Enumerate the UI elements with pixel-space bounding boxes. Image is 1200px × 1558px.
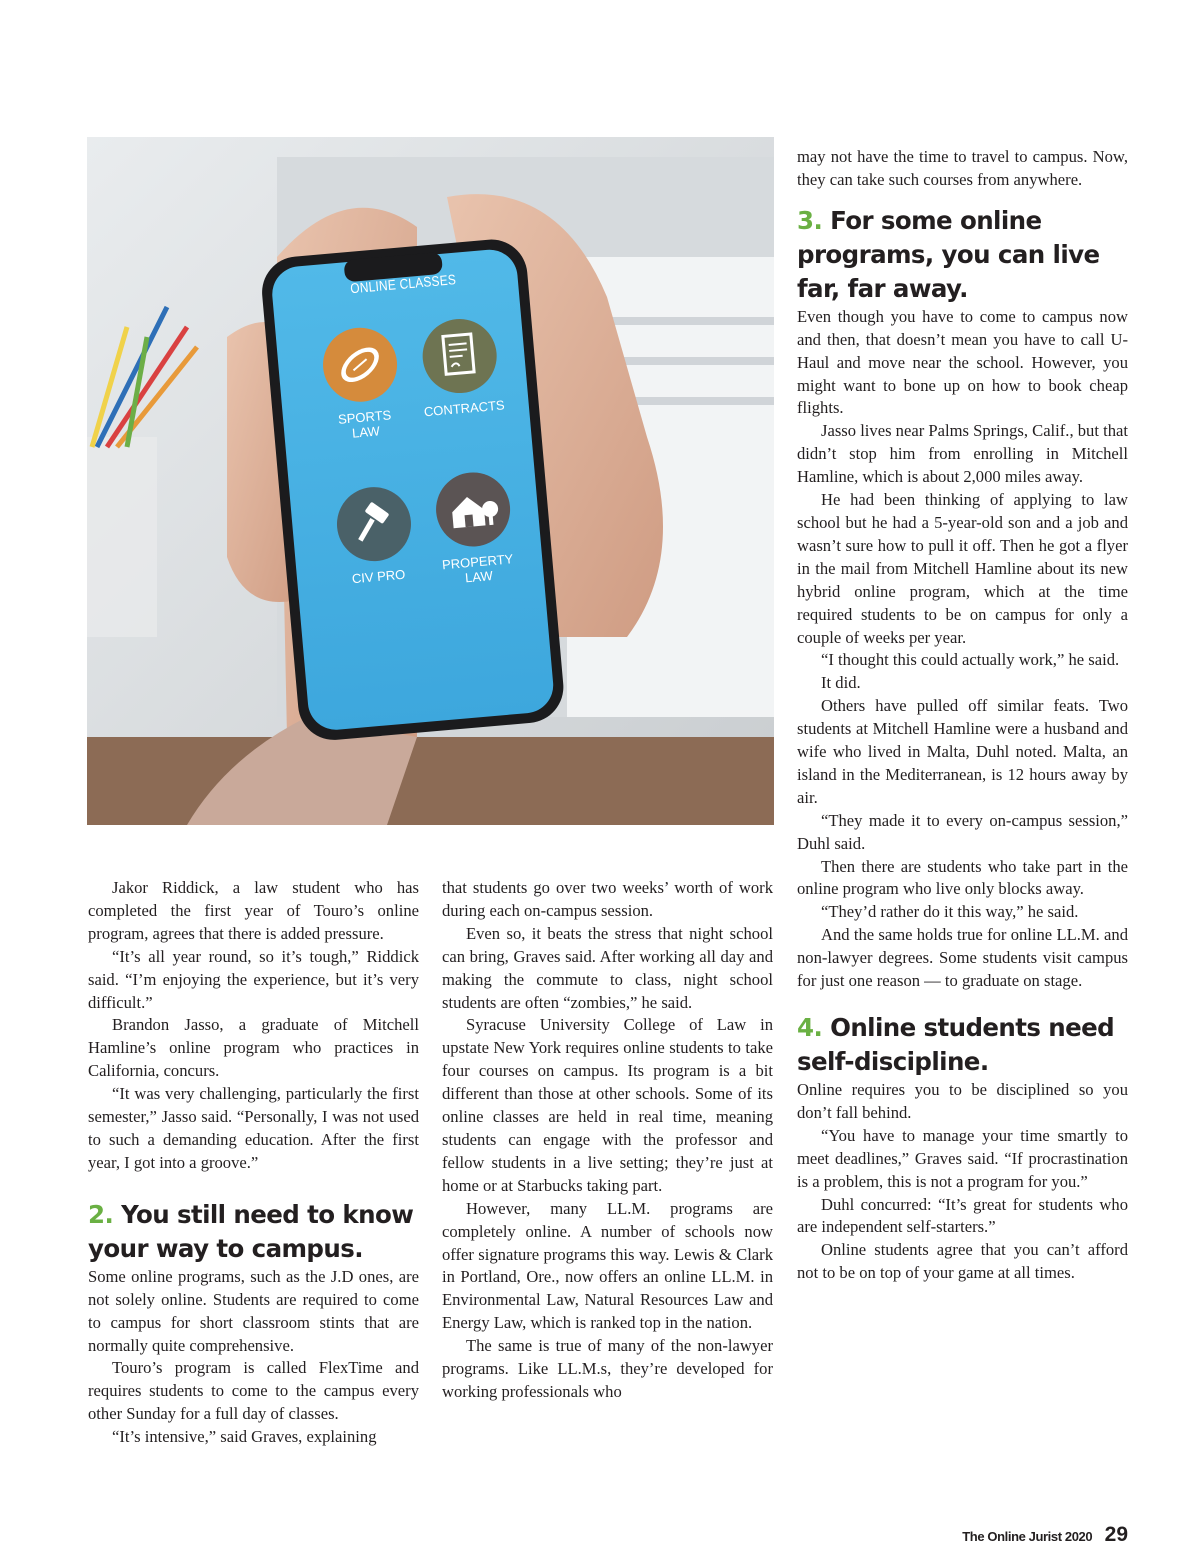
paragraph: “They’d rather do it this way,” he said. <box>821 902 1079 922</box>
section-title: Online students need self-discipline. <box>797 1013 1115 1076</box>
paragraph: that students go over two weeks’ worth of work during each on-campus session. <box>442 878 773 920</box>
section-number: 4. <box>797 1013 823 1042</box>
paragraph: Online students agree that you can’t afford not to be on top of your game at all times. <box>797 1240 1128 1283</box>
app-label: PROPERTY <box>441 551 514 573</box>
app-label: LAW <box>351 423 381 441</box>
section-heading-3 <box>797 204 1128 306</box>
page-number: 29 <box>1104 1523 1128 1546</box>
paragraph: Some online programs, such as the J.D ones, are not solely online. Students are required to come to campus for short classroom stints that are normally quite comprehensive. <box>88 1266 419 1355</box>
paragraph: Even though you have to come to campus now and then, that doesn’t mean you have to call U-Haul and move near the school. However, you might want to bone up on how to book cheap flights. <box>797 306 1128 418</box>
paragraph: And the same holds true for online LL.M. and non-lawyer degrees. Some students visit campus for just one reason — to graduate on stage. <box>797 925 1128 991</box>
section-title: For some online programs, you can live far, far away. <box>797 205 1100 303</box>
app-property-law <box>425 469 524 588</box>
football-icon <box>320 325 400 405</box>
paragraph: “I thought this could actually work,” he said. <box>821 650 1120 670</box>
app-contracts <box>412 315 510 419</box>
phone-screen <box>291 246 547 684</box>
paragraph: Others have pulled off similar feats. Two students at Mitchell Hamline were a husband and wife who lived in Malta, Duhl noted. Malta, an island in the Mediterranean, is 12 hours away by air. <box>797 696 1128 807</box>
app-civ-pro <box>331 484 419 588</box>
document-signature-icon <box>420 316 500 396</box>
app-label: CONTRACTS <box>423 397 506 420</box>
paragraph: Brandon Jasso, a graduate of Mitchell Hamline’s online program who practices in California, concurs. <box>88 1015 419 1081</box>
paragraph: Then there are students who take part in the online program who live only blocks away. <box>797 856 1128 899</box>
paragraph: “You have to manage your time smartly to meet deadlines,” Graves said. “If procrastination is a problem, this is not a program for you.” <box>797 1125 1128 1191</box>
paragraph: However, many LL.M. programs are completely online. A number of schools now offer signature programs this way. Lewis & Clark in Portland, Ore., now offers an online LL.M. in Environmental Law, Natural Resources Law and Energy Law, which is ranked top in the nation. <box>442 1198 773 1333</box>
article-photo <box>87 137 774 825</box>
phone-screen-title: ONLINE CLASSES <box>349 271 457 297</box>
paragraph: “They made it to every on-campus session,” Duhl said. <box>797 810 1128 853</box>
house-tree-icon <box>433 469 513 549</box>
publication-name: The Online Jurist 2020 <box>962 1529 1093 1544</box>
section-heading-2 <box>88 1198 419 1266</box>
paragraph: Jakor Riddick, a law student who has completed the first year of Touro’s online program, agrees that there is added pressure. <box>88 878 419 943</box>
article-column-1 <box>88 877 419 1449</box>
app-label: CIV PRO <box>351 566 406 587</box>
paragraph: Touro’s program is called FlexTime and requires students to come to the campus every other Sunday for a full day of classes. <box>88 1358 419 1424</box>
app-label: LAW <box>464 568 494 586</box>
page-footer <box>900 1523 1128 1547</box>
paragraph: Even so, it beats the stress that night school can bring, Graves said. After working all day and making the commute to class, night school students are often “zombies,” he said. <box>442 923 773 1012</box>
section-number: 3. <box>797 205 823 235</box>
app-label: SPORTS <box>337 407 392 427</box>
app-sports-law <box>317 324 406 443</box>
paragraph: Syracuse University College of Law in upstate New York requires online students to take four courses on campus. Its program is a bit different than those at other schools. Some of its online classes are held in real time, meaning students can engage with the professor and fellow students in a live setting; they’re just at home or at Starbucks taking part. <box>442 1015 773 1195</box>
section-title: You still need to know your way to campus. <box>88 1199 414 1263</box>
paragraph: Duhl concurred: “It’s great for students who are independent self-starters.” <box>797 1194 1128 1237</box>
paragraph: It did. <box>821 673 861 693</box>
gavel-icon <box>334 484 414 564</box>
section-heading-4 <box>797 1011 1128 1079</box>
paragraph: Jasso lives near Palms Springs, Calif., but that didn’t stop him from enrolling in Mitchell Hamline, which is about 2,000 miles away. <box>797 421 1128 487</box>
paragraph: “It’s intensive,” said Graves, explaining <box>112 1427 377 1447</box>
paragraph: “It was very challenging, particularly the first semester,” Jasso said. “Personally, I was not used to such a demanding education. After the first year, I got into a groove.” <box>88 1084 419 1172</box>
article-column-3 <box>797 146 1128 1285</box>
article-column-2 <box>442 877 773 1404</box>
section-number: 2. <box>88 1199 114 1229</box>
paragraph: The same is true of many of the non-lawyer programs. Like LL.M.s, they’re developed for working professionals who <box>442 1336 773 1401</box>
paragraph: “It’s all year round, so it’s tough,” Riddick said. “I’m enjoying the experience, but it’s very difficult.” <box>88 946 419 1012</box>
paragraph: may not have the time to travel to campus. Now, they can take such courses from anywhere. <box>797 147 1128 189</box>
paragraph: He had been thinking of applying to law school but he had a 5-year-old son and a job and wasn’t sure how to pull it off. Then he got a flyer in the mail from Mitchell Hamline about its new hybrid online program, which at the time required students to be on campus for only a couple of weeks per year. <box>797 490 1128 647</box>
paragraph: Online requires you to be disciplined so you don’t fall behind. <box>797 1080 1128 1122</box>
